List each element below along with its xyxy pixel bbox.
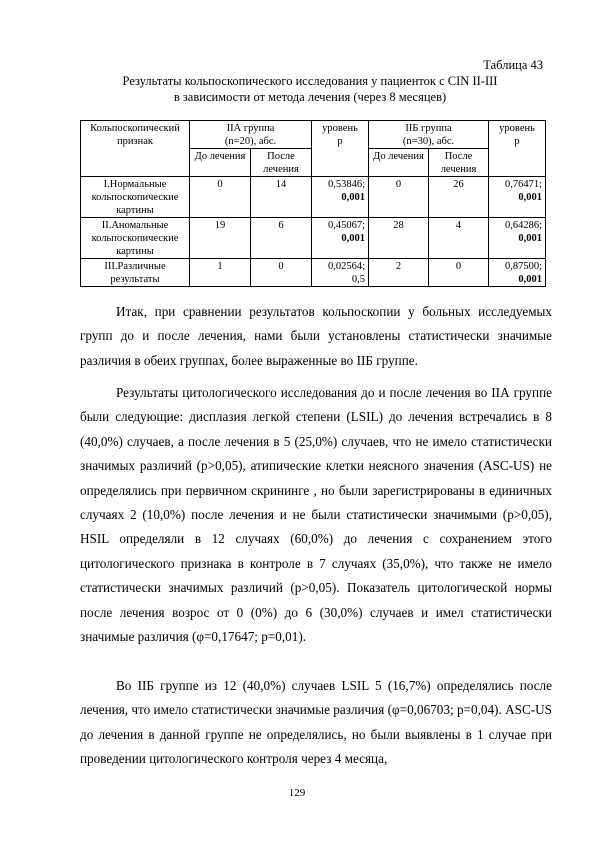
header-level-b-p: р <box>514 136 520 147</box>
cell-b-before: 0 <box>369 177 429 218</box>
table-caption-line-2: в зависимости от метода лечения (через 8 месяцев) <box>173 90 447 104</box>
cell-b-before: 28 <box>369 218 429 259</box>
header-group-b <box>369 121 489 149</box>
cell-p-b-value: 0,87500; <box>504 261 543 272</box>
table-row <box>81 259 546 287</box>
header-level-b-text: уровень <box>499 123 535 134</box>
header-b-before: До лечения <box>369 149 429 177</box>
cell-p-a-value: 0,45067; <box>327 220 366 231</box>
cell-p-b-sig: 0,001 <box>518 233 543 244</box>
cell-p-b <box>489 218 546 259</box>
table-caption-line-1: Результаты кольпоскопического исследования у пациенток с CIN II-III <box>122 74 498 88</box>
cell-p-a-sig: 0,001 <box>341 192 366 203</box>
table-header-row <box>81 121 546 149</box>
cell-p-a <box>312 218 369 259</box>
header-level-a-p: р <box>337 136 343 147</box>
cell-p-a-sig: 0,5 <box>351 274 366 285</box>
body-paragraph: Результаты цитологического исследования до и после лечения во IIА группе были следующие: дисплазия легкой степени (LSIL) до лечения встречались в 8 (40,0%) случаев, а после лечения в 5 (25,0%) случаев, что не имело статистически значимых различий (р>0,05), атипические клетки неясного значения (ASC-US) не определялись при первичном скрининге , но были зарегистрированы в единичных случаях 2 (10,0%) после лечения и не были статистически значимыми (р>0,05), HSIL определяли в 12 случаях (60,0%) до лечения с сохранением этого цитологического признака в контроле в 7 случаях (35,0%), что также не имело статистически значимых различий (р>0,05). Показатель цитологической нормы после лечения возрос от 0 (0%) до 6 (30,0%) случаев и имел статистически значимые различия (φ=0,17647; р=0,01). <box>80 385 552 645</box>
cell-a-before: 0 <box>190 177 251 218</box>
table-caption <box>60 73 560 105</box>
header-group-b-title: IIБ группа <box>405 123 452 134</box>
row-feature: II.Аномальные кольпоскопические картины <box>81 218 190 259</box>
header-group-b-n: (n=30), абс. <box>402 136 455 147</box>
cell-p-b-value: 0,64286; <box>504 220 543 231</box>
cell-p-a <box>312 259 369 287</box>
header-feature: Кольпоскопический признак <box>81 121 190 177</box>
header-a-after: После лечения <box>251 149 312 177</box>
body-paragraph: Итак, при сравнении результатов кольпоскопии у больных исследуемых групп до и после лечения, нами были установлены статистически значимые различия в обеих группах, более выраженные во IIБ группе. <box>80 304 552 368</box>
cell-b-before: 2 <box>369 259 429 287</box>
table-number-label: Таблица 43 <box>483 58 543 72</box>
table-row <box>81 218 546 259</box>
header-level-a-text: уровень <box>322 123 358 134</box>
cell-a-before: 1 <box>190 259 251 287</box>
header-level-a <box>312 121 369 177</box>
page-number: 129 <box>288 787 306 799</box>
body-paragraph: Во IIБ группе из 12 (40,0%) случаев LSIL 5 (16,7%) определялись после лечения, что имело статистически значимые различия (φ=0,06703; р=0,04). ASC-US до лечения в данной группе не определялись, но были выявлены в 1 случае при проведении цитологического контроля через 4 месяца, <box>80 678 552 767</box>
cell-p-b-sig: 0,001 <box>518 274 543 285</box>
cell-p-a-value: 0,02564; <box>327 261 366 272</box>
cell-a-after: 14 <box>251 177 312 218</box>
cell-p-a <box>312 177 369 218</box>
cell-a-before: 19 <box>190 218 251 259</box>
cell-p-b <box>489 177 546 218</box>
cell-b-after: 4 <box>429 218 489 259</box>
cell-a-after: 6 <box>251 218 312 259</box>
header-group-a <box>190 121 312 149</box>
header-group-a-n: (n=20), абс. <box>224 136 277 147</box>
cell-p-a-sig: 0,001 <box>341 233 366 244</box>
table-row <box>81 177 546 218</box>
cell-a-after: 0 <box>251 259 312 287</box>
row-feature: III.Различные результаты <box>81 259 190 287</box>
cell-p-b-value: 0,76471; <box>504 179 543 190</box>
cell-p-b-sig: 0,001 <box>518 192 543 203</box>
cell-p-b <box>489 259 546 287</box>
cell-p-a-value: 0,53846; <box>327 179 366 190</box>
cell-b-after: 0 <box>429 259 489 287</box>
cell-b-after: 26 <box>429 177 489 218</box>
row-feature: I.Нормальные кольпоскопические картины <box>81 177 190 218</box>
header-level-b <box>489 121 546 177</box>
results-table <box>80 120 546 287</box>
header-a-before: До лечения <box>190 149 251 177</box>
header-b-after: После лечения <box>429 149 489 177</box>
header-group-a-title: IIА группа <box>226 123 275 134</box>
